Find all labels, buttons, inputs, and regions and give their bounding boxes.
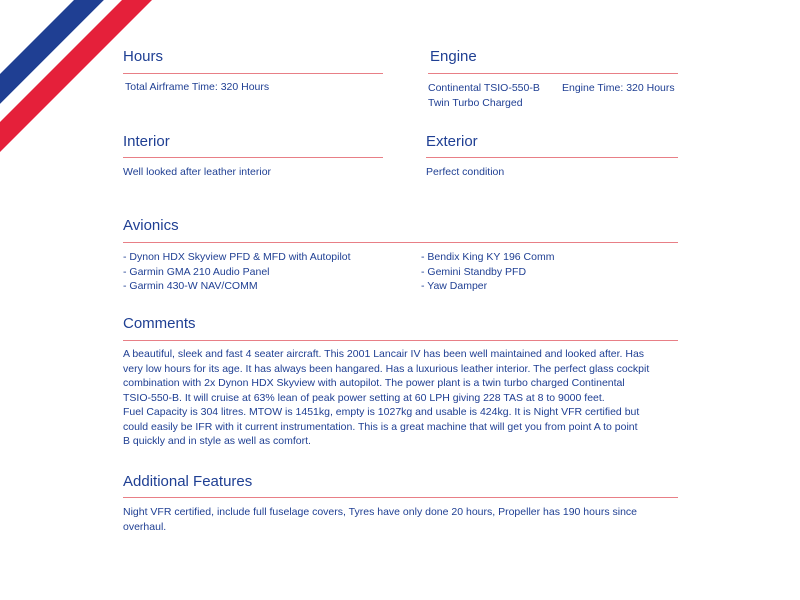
avionics-divider [123,242,678,243]
avionics-item: - Dynon HDX Skyview PFD & MFD with Autopilot [123,251,351,263]
comments-line: B quickly and in style as well as comfort. [123,435,311,447]
engine-model-line1: Continental TSIO-550-B [428,82,540,94]
avionics-item: - Yaw Damper [421,280,488,292]
additional-features-body [123,505,688,534]
exterior-divider [426,157,678,158]
comments-heading: Comments [123,315,196,332]
additional-features-divider [123,497,678,498]
comments-divider [123,340,678,341]
exterior-text: Perfect condition [426,166,505,178]
additional-features-heading: Additional Features [123,473,253,490]
comments-body [123,347,688,449]
interior-heading: Interior [123,133,170,150]
avionics-item: - Garmin GMA 210 Audio Panel [123,265,270,278]
comments-line: could easily be IFR with it current instrumentation. This is a great machine that will get you from point A to point [123,420,638,433]
exterior-heading: Exterior [426,133,478,150]
engine-model [428,81,540,110]
avionics-list-right [421,250,554,294]
avionics-heading: Avionics [123,217,179,234]
engine-divider [428,73,678,74]
engine-time: Engine Time: 320 Hours [562,82,675,94]
comments-line: Fuel Capacity is 304 litres. MTOW is 1451kg, empty is 1027kg and usable is 424kg. It is Night VFR certified but [123,406,640,418]
comments-line: very low hours for its age. It has always been hangared. Has a luxurious leather interior. The perfect glass cockpit [123,362,650,375]
engine-heading: Engine [430,48,477,65]
avionics-item: - Gemini Standby PFD [421,265,527,278]
interior-divider [123,157,383,158]
comments-line: combination with 2x Dynon HDX Skyview with autopilot. The power plant is a twin turbo charged Continental [123,377,625,389]
avionics-item: - Garmin 430-W NAV/COMM [123,280,258,292]
additional-features-line: Night VFR certified, include full fuselage covers, Tyres have only done 20 hours, Propeller has 190 hours since [123,506,638,518]
hours-heading: Hours [123,48,164,65]
avionics-list-left [123,250,351,294]
hours-divider [123,73,383,74]
additional-features-line: overhaul. [123,520,167,533]
comments-line: A beautiful, sleek and fast 4 seater aircraft. This 2001 Lancair IV has been well maintained and looked after. Has [123,348,645,360]
engine-model-line2: Twin Turbo Charged [428,96,523,109]
interior-text: Well looked after leather interior [123,166,272,178]
avionics-item: - Bendix King KY 196 Comm [421,251,555,263]
total-airframe-time: Total Airframe Time: 320 Hours [125,81,270,93]
comments-line: TSIO-550-B. It will cruise at 63% lean of peak power setting at 60 LPH giving 228 TAS at 8 to 9000 feet. [123,391,605,404]
